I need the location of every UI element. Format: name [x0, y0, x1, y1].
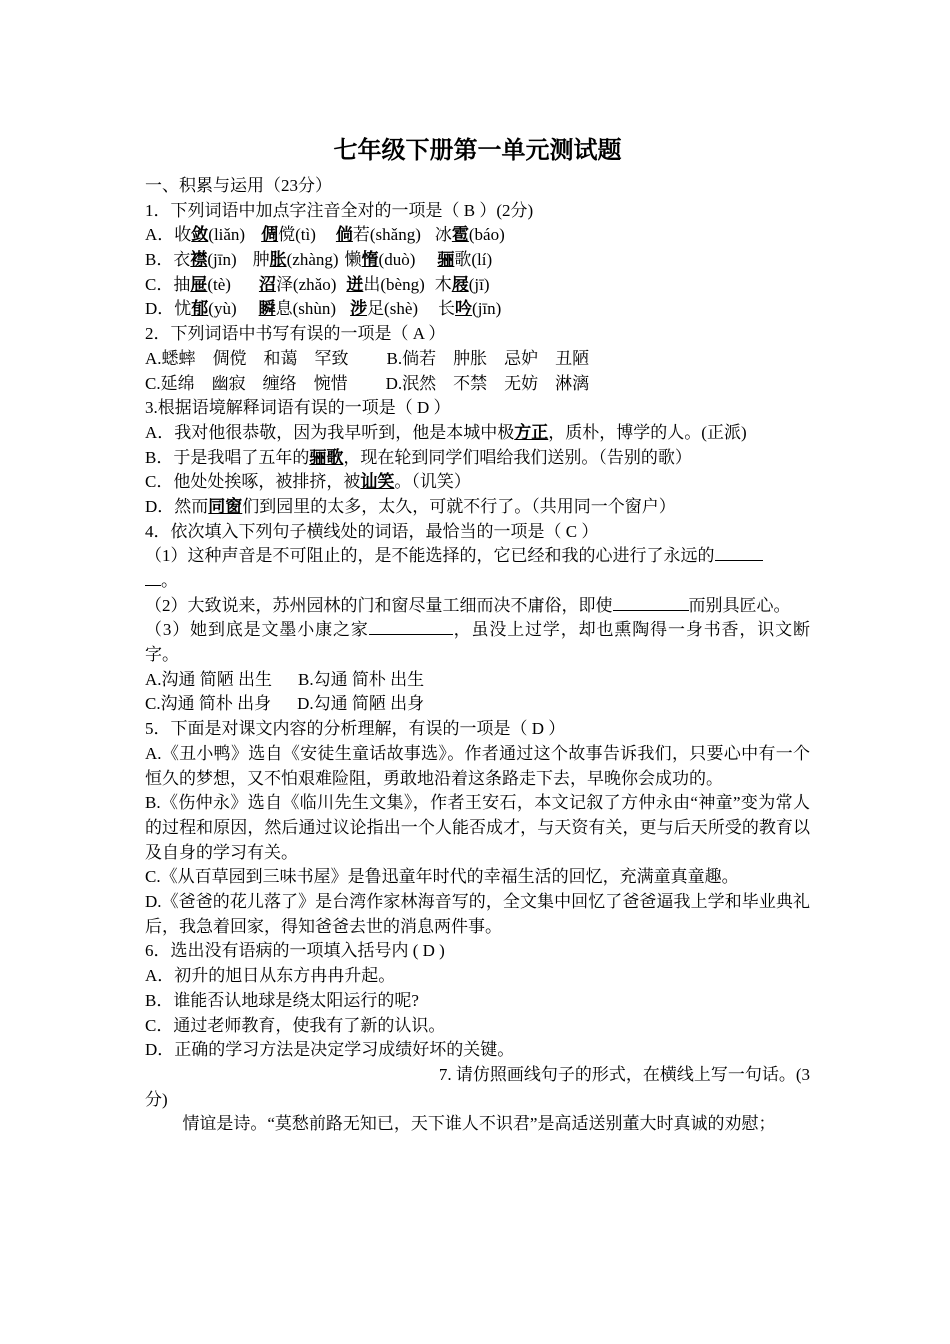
question-7-stem-continued: 分): [145, 1089, 168, 1109]
question-5-option-a: A.《丑小鸭》选自《安徒生童话故事选》。作者通过这个故事告诉我们，只要心中有一个恒久的梦想，又不怕艰难险阻，勇敢地沿着这条路走下去，早晚你会成功的。: [145, 743, 810, 788]
question-2-options-row-2: C.延绵 幽寂 缠络 惋惜 D.泯然 不禁 无妨 淋漓: [145, 373, 590, 393]
question-5-stem: 5．下面是对课文内容的分析理解，有误的一项是（ D ）: [145, 719, 566, 739]
question-1-option-b: B．衣襟(jīn) 肿胀(zhàng) 懒惰(duò) 骊歌(lí): [145, 250, 493, 270]
question-6-option-d: D．正确的学习方法是决定学习成绩好坏的关键。: [145, 1040, 515, 1060]
question-3-option-d: D．然而同窗们到园里的太多，太久，可就不行了。（共用同一个窗户）: [145, 496, 676, 516]
question-2-options-row-1: A.蟋蟀 倜傥 和蔼 罕致 B.倘若 肿胀 忌妒 丑陋: [145, 348, 590, 368]
question-3-option-b: B．于是我唱了五年的骊歌，现在轮到同学们唱给我们送别。（告别的歌）: [145, 447, 692, 467]
question-6-option-b: B．谁能否认地球是绕太阳运行的呢?: [145, 990, 419, 1010]
question-3-stem: 3.根据语境解释词语有误的一项是（ D ）: [145, 398, 451, 418]
question-3-option-c: C．他处处挨啄，被排挤，被讪笑。（讥笑）: [145, 472, 471, 492]
question-1-stem: 1．下列词语中加点字注音全对的一项是（ B ）(2分): [145, 200, 534, 220]
question-4-stem: 4．依次填入下列句子横线处的词语，最恰当的一项是（ C ）: [145, 521, 599, 541]
question-7-paragraph: 情谊是诗。“莫愁前路无知已，天下谁人不识君”是高适送别董大时真诚的劝慰；: [182, 1114, 776, 1134]
question-6-stem: 6．选出没有语病的一项填入括号内 ( D ): [145, 941, 445, 961]
question-2-stem: 2．下列词语中书写有误的一项是（ A ）: [145, 324, 446, 344]
question-1-option-d: D．忧郁(yù) 瞬息(shùn) 涉足(shè) 长吟(jīn): [145, 299, 502, 319]
answer-blank: [613, 594, 689, 611]
question-3-option-a: A．我对他很恭敬，因为我早听到，他是本城中极方正，质朴，博学的人。(正派): [145, 422, 747, 442]
question-5-option-d: D.《爸爸的花儿落了》是台湾作家林海音写的，全文集中回忆了爸爸逼我上学和毕业典礼后，我急着回家，得知爸爸去世的消息两件事。: [145, 892, 810, 936]
question-4-sentence-1: （1）这种声音是不可阻止的，是不能选择的，它已经和我的心进行了永远的: [145, 544, 810, 569]
question-4-sentence-2: （2）大致说来，苏州园林的门和窗尽量工细而决不庸俗，即使 而别具匠心。: [145, 595, 791, 615]
question-1-option-a: A．收敛(liǎn) 倜傥(tì) 倘若(shǎng) 冰雹(báo): [145, 225, 505, 245]
answer-blank: [369, 618, 453, 635]
question-4-options-row-1: A.沟通 简陋 出生 B.勾通 简朴 出生: [145, 669, 425, 689]
question-5-option-c: C.《从百草园到三味书屋》是鲁迅童年时代的幸福生活的回忆，充满童真童趣。: [145, 867, 739, 887]
answer-blank: [715, 544, 763, 561]
page-title: 七年级下册第一单元测试题: [333, 135, 622, 164]
document-page: [145, 128, 810, 1137]
answer-blank: [145, 569, 161, 586]
question-4-sentence-3: （3）她到底是文墨小康之家 ，虽没上过学，却也熏陶得一身书香，识文断字。: [145, 620, 811, 665]
question-4-options-row-2: C.沟通 简朴 出身 D.勾通 简陋 出身: [145, 694, 425, 714]
question-4-sentence-1-end: 。: [145, 569, 810, 594]
question-5-option-b: B.《伤仲永》选自《临川先生文集》，作者王安石，本文记叙了方仲永由“神童”变为常人的过程和原因，然后通过议论指出一个人能否成才，与天资有关，更与后天所受的教育以及自身的学习有关。: [145, 793, 810, 862]
question-7-stem: 7. 请仿照画线句子的形式，在横线上写一句话。(3: [438, 1064, 810, 1084]
question-6-option-a: A．初升的旭日从东方冉冉升起。: [145, 966, 396, 986]
question-6-option-c: C．通过老师教育，使我有了新的认识。: [145, 1015, 446, 1035]
question-1-option-c: C．抽屉(tè) 沼泽(zhǎo) 迸出(bèng) 木屐(jī): [145, 274, 490, 294]
section-heading: 一、积累与运用（23分）: [145, 176, 332, 195]
